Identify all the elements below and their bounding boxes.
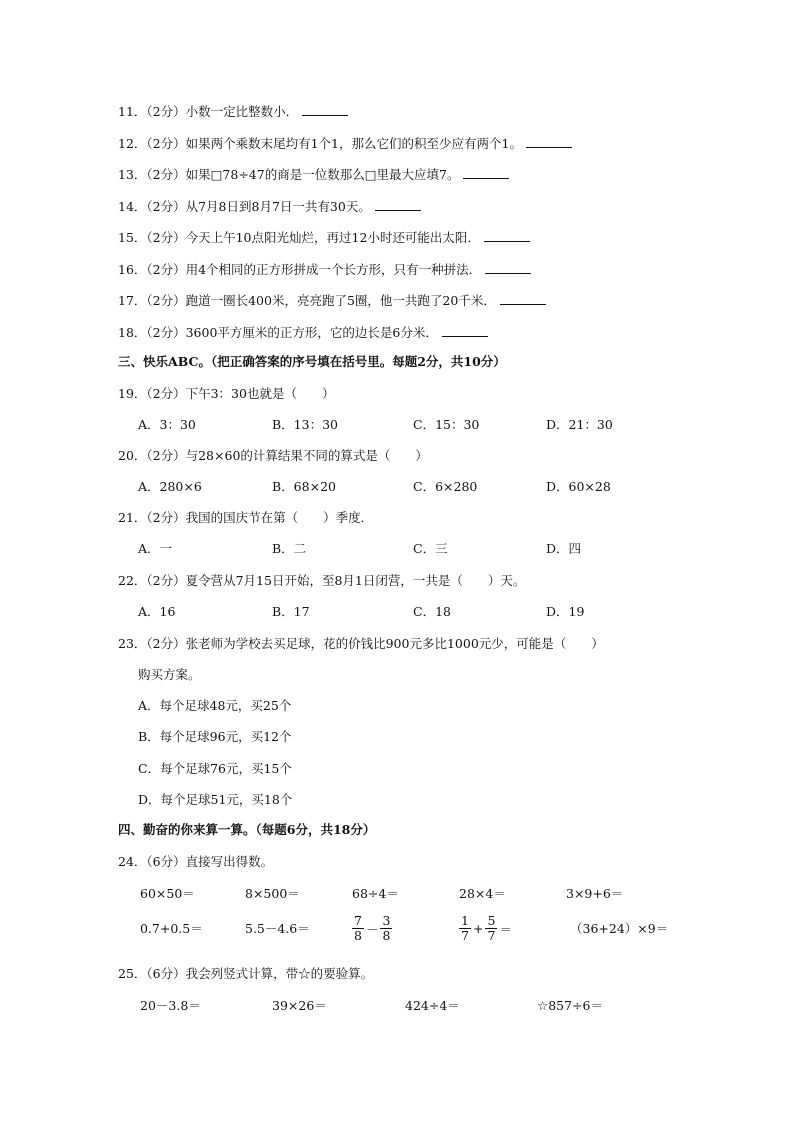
question-11 (118, 104, 348, 120)
question-text: 11．（2分）小数一定比整数小． (118, 104, 299, 119)
q24-item: 0.7+0.5＝ (140, 921, 203, 936)
numerator: 3 (382, 913, 391, 928)
q21-option-b[interactable]: B．二 (272, 541, 307, 556)
q21-option-a[interactable]: A．一 (138, 541, 173, 556)
question-17 (118, 293, 546, 309)
question-text: 15．（2分）今天上午10点阳光灿烂，再过12小时还可能出太阳． (118, 230, 480, 245)
section-4-title: 四、勤奋的你来算一算。（每题6分，共18分） (118, 822, 376, 837)
q24-item: 8×500＝ (245, 886, 300, 901)
denominator: 8 (382, 928, 391, 943)
question-19: 19．（2分）下午3：30也就是（ ） (118, 386, 335, 401)
q24-fraction-expression-1 (352, 914, 396, 943)
operator: － (365, 921, 379, 937)
operator: + (472, 921, 484, 936)
answer-blank[interactable] (526, 136, 572, 148)
question-text: 18．（2分）3600平方厘米的正方形，它的边长是6分米． (118, 325, 438, 340)
question-text: 16．（2分）用4个相同的正方形拼成一个长方形，只有一种拼法． (118, 262, 482, 277)
fraction (352, 914, 364, 943)
answer-blank[interactable] (484, 230, 530, 242)
answer-blank[interactable] (500, 293, 546, 305)
q22-option-a[interactable]: A．16 (138, 604, 176, 619)
question-text: 17．（2分）跑道一圈长400米，亮亮跑了5圈，他一共跑了20千米． (118, 293, 496, 308)
fraction (485, 914, 497, 943)
q24-fraction-expression-2 (459, 914, 514, 943)
q20-option-d[interactable]: D．60×28 (546, 479, 611, 494)
q24-item: 28×4＝ (459, 886, 506, 901)
answer-blank[interactable] (302, 104, 348, 116)
denominator: 7 (461, 928, 469, 943)
question-12 (118, 136, 572, 152)
q20-option-a[interactable]: A．280×6 (138, 479, 202, 494)
question-22: 22．（2分）夏令营从7月15日开始，至8月1日闭营，一共是（ ）天。 (118, 573, 526, 588)
question-16 (118, 262, 531, 278)
q19-option-a[interactable]: A．3：30 (138, 417, 196, 432)
fraction (380, 914, 392, 943)
answer-blank[interactable] (442, 325, 488, 337)
q20-option-c[interactable]: C．6×280 (413, 479, 478, 494)
q21-option-c[interactable]: C．三 (413, 541, 448, 556)
q23-option-c[interactable]: C．每个足球76元，买15个 (138, 761, 292, 776)
numerator: 5 (487, 913, 496, 928)
equals-sign: ＝ (499, 921, 512, 937)
q22-option-d[interactable]: D．19 (546, 604, 585, 619)
question-15 (118, 230, 530, 246)
question-18 (118, 325, 488, 341)
q25-item: 20－3.8＝ (140, 998, 201, 1013)
q24-item: 60×50＝ (140, 886, 195, 901)
question-23: 23．（2分）张老师为学校去买足球，花的价钱比900元多比1000元少，可能是（ ） (118, 636, 604, 651)
q23-option-d[interactable]: D．每个足球51元，买18个 (138, 792, 293, 807)
denominator: 7 (487, 928, 496, 943)
question-24: 24．（6分）直接写出得数。 (118, 854, 274, 869)
numerator: 7 (354, 913, 362, 928)
section-3-title: 三、快乐ABC。（把正确答案的序号填在括号里。每题2分，共10分） (118, 354, 506, 369)
q24-item: （36+24）×9＝ (570, 921, 669, 936)
q25-item: 39×26＝ (272, 998, 327, 1013)
question-21: 21．（2分）我国的国庆节在第（ ）季度． (118, 510, 374, 525)
q23-option-a[interactable]: A．每个足球48元，买25个 (138, 698, 292, 713)
answer-blank[interactable] (463, 167, 509, 179)
q22-option-c[interactable]: C．18 (413, 604, 451, 619)
numerator: 1 (461, 913, 469, 928)
q19-option-c[interactable]: C．15：30 (413, 417, 480, 432)
q20-option-b[interactable]: B．68×20 (272, 479, 336, 494)
question-20: 20．（2分）与28×60的计算结果不同的算式是（ ） (118, 448, 428, 463)
q25-item: 424÷4＝ (405, 998, 460, 1013)
answer-blank[interactable] (485, 262, 531, 274)
question-text: 13．（2分）如果□78÷47的商是一位数那么□里最大应填7。 (118, 167, 460, 182)
question-text: 12．（2分）如果两个乘数末尾均有1个1，那么它们的积至少应有两个1。 (118, 136, 522, 151)
question-13 (118, 167, 509, 183)
q21-option-d[interactable]: D．四 (546, 541, 582, 556)
answer-blank[interactable] (375, 199, 421, 211)
q24-item: 5.5－4.6＝ (245, 921, 310, 936)
q25-item: ☆857÷6＝ (537, 998, 603, 1013)
q19-option-d[interactable]: D．21：30 (546, 417, 613, 432)
question-25: 25．（6分）我会列竖式计算，带☆的要验算。 (118, 966, 374, 981)
denominator: 8 (354, 928, 362, 943)
fraction (459, 914, 471, 943)
question-23-continued: 购买方案。 (138, 667, 201, 682)
q24-item: 3×9+6＝ (566, 886, 624, 901)
q22-option-b[interactable]: B．17 (272, 604, 310, 619)
q19-option-b[interactable]: B．13：30 (272, 417, 338, 432)
question-14 (118, 199, 421, 215)
question-text: 14．（2分）从7月8日到8月7日一共有30天。 (118, 199, 371, 214)
q24-item: 68÷4＝ (352, 886, 399, 901)
q23-option-b[interactable]: B．每个足球96元，买12个 (138, 729, 292, 744)
